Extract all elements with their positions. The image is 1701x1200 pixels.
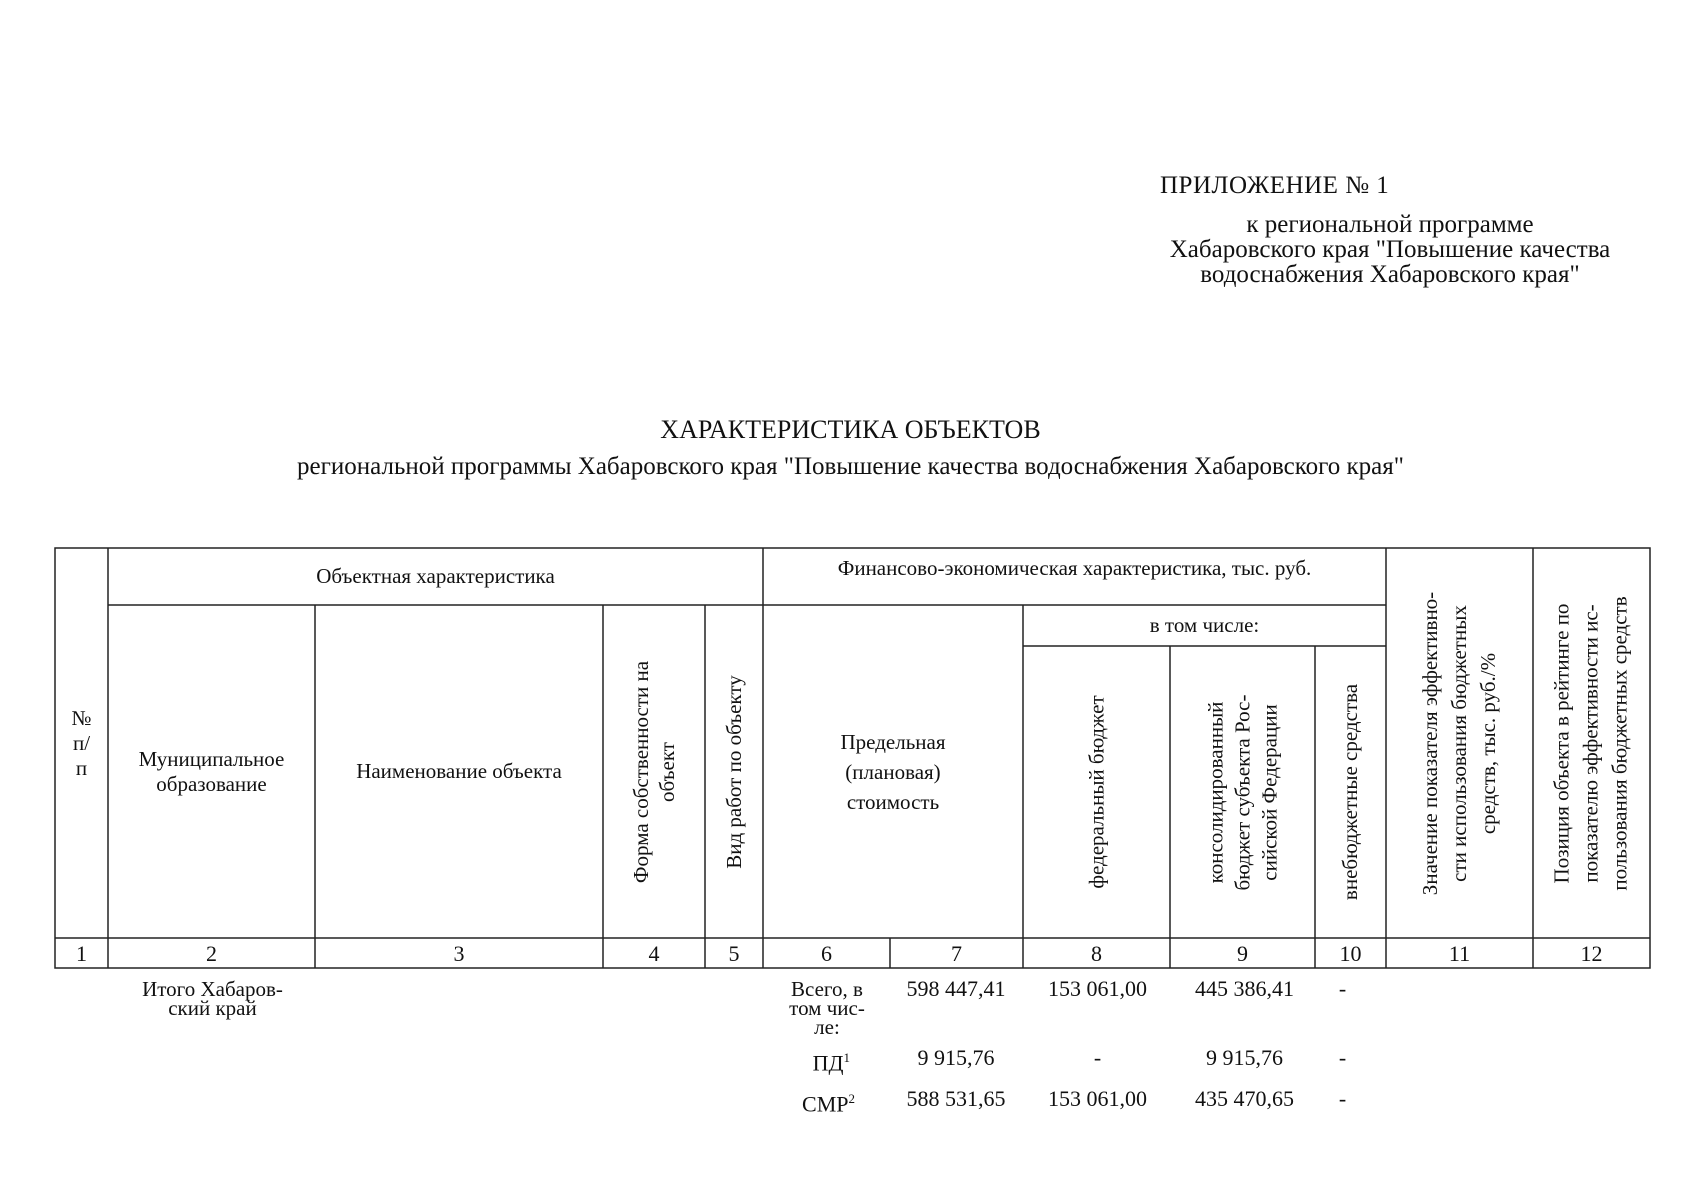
consolidated-value: 445 386,41 (1195, 976, 1294, 1001)
row-label-total (768, 977, 886, 1039)
row-label-text: СМР (802, 1091, 849, 1117)
row-label-smr (770, 1088, 855, 1115)
federal-value: 153 061,00 (1048, 1086, 1147, 1111)
header-cost-line: Предельная (840, 729, 946, 754)
appendix-line: Хабаровского края "Повышение качества (1169, 236, 1611, 263)
federal-value: 153 061,00 (1048, 976, 1147, 1001)
header-efficiency-line: Значение показателя эффективно- (1418, 591, 1442, 895)
column-number: 10 (1339, 940, 1362, 966)
cost-value: 598 447,41 (906, 976, 1006, 1001)
row-label-line: Всего, в (791, 977, 863, 1001)
consolidated-value: 9 915,76 (1206, 1045, 1283, 1070)
header-cost (763, 605, 1023, 938)
header-federal-text: федеральный бюджет (1084, 695, 1109, 889)
row-label-footnote: 2 (848, 1091, 855, 1106)
column-number: 4 (648, 940, 660, 966)
header-ownership-line: объект (655, 741, 679, 802)
column-number: 6 (821, 940, 832, 966)
header-cost-line: стоимость (846, 789, 940, 814)
appendix-line: к региональной программе (1246, 211, 1534, 238)
column-number: 3 (453, 940, 465, 966)
header-ownership (603, 605, 705, 938)
document-subtitle: региональной программы Хабаровского края "Повышение качества водоснабжения Хабаровского края" (297, 453, 1404, 480)
column-number: 8 (1091, 940, 1102, 966)
header-number (55, 548, 108, 938)
header-including: в том числе: (1149, 613, 1260, 637)
header-ownership-line: Форма собственности на (629, 660, 653, 883)
header-rating (1533, 548, 1650, 938)
cost-value: 9 915,76 (917, 1045, 995, 1070)
header-work-type (705, 605, 763, 938)
column-number: 11 (1448, 940, 1471, 966)
column-number: 9 (1237, 940, 1248, 966)
appendix-title: ПРИЛОЖЕНИЕ № 1 (1160, 172, 1390, 199)
header-number-line: № (71, 705, 92, 730)
row-label-text: ПД (812, 1050, 844, 1076)
cost-value: 588 531,65 (906, 1086, 1006, 1111)
header-finance-group: Финансово-экономическая характеристика, тыс. руб. (837, 556, 1312, 580)
header-efficiency-line: сти использования бюджетных (1447, 604, 1471, 882)
row-label-line: ле: (814, 1015, 840, 1039)
header-consolidated-line: консолидированный (1203, 701, 1228, 883)
header-rating-line: Позиция объекта в рейтинге по (1550, 603, 1575, 883)
document-title: ХАРАКТЕРИСТИКА ОБЪЕКТОВ (660, 415, 1041, 444)
row-label-line: том чис- (789, 996, 865, 1020)
row-label-pd (790, 1047, 850, 1074)
header-rating-line: пользования бюджетных средств (1608, 595, 1633, 891)
header-consolidated-line: сийской Федерации (1257, 703, 1282, 881)
header-municipality-line: образование (156, 771, 267, 796)
header-extrabudget (1315, 646, 1386, 938)
header-cost-line: (плановая) (845, 759, 941, 784)
federal-value: - (1093, 1045, 1102, 1070)
column-number: 1 (76, 940, 87, 966)
header-number-line: п (75, 755, 88, 780)
total-municipality-line: Итого Хабаров- (142, 977, 283, 1001)
header-federal (1023, 646, 1170, 938)
header-object-group: Объектная характеристика (316, 564, 555, 588)
column-number: 5 (728, 940, 740, 966)
header-municipality-line: Муниципальное (138, 746, 285, 771)
total-municipality-line: ский край (168, 996, 257, 1020)
header-consolidated (1170, 646, 1315, 938)
header-extrabudget-text: внебюджетные средства (1338, 683, 1363, 901)
consolidated-value: 435 470,65 (1195, 1086, 1294, 1111)
column-number: 12 (1580, 940, 1603, 966)
total-municipality (115, 977, 310, 1020)
header-object-name: Наименование объекта (356, 759, 562, 783)
extrabudget-value: - (1338, 976, 1347, 1001)
extrabudget-value: - (1338, 1045, 1347, 1070)
extrabudget-value: - (1338, 1086, 1347, 1111)
header-efficiency-line: средств, тыс. руб./% (1476, 652, 1500, 834)
header-rating-line: показателю эффективности ис- (1579, 603, 1604, 883)
header-work-type-text: Вид работ по объекту (722, 674, 746, 869)
column-number: 7 (951, 940, 962, 966)
column-number: 2 (206, 940, 217, 966)
appendix-line: водоснабжения Хабаровского края" (1200, 261, 1580, 288)
header-municipality (108, 605, 315, 938)
header-efficiency (1386, 548, 1533, 938)
row-label-footnote: 1 (843, 1050, 850, 1065)
header-number-line: п/ (72, 730, 91, 755)
header-consolidated-line: бюджет субъекта Рос- (1230, 693, 1255, 891)
